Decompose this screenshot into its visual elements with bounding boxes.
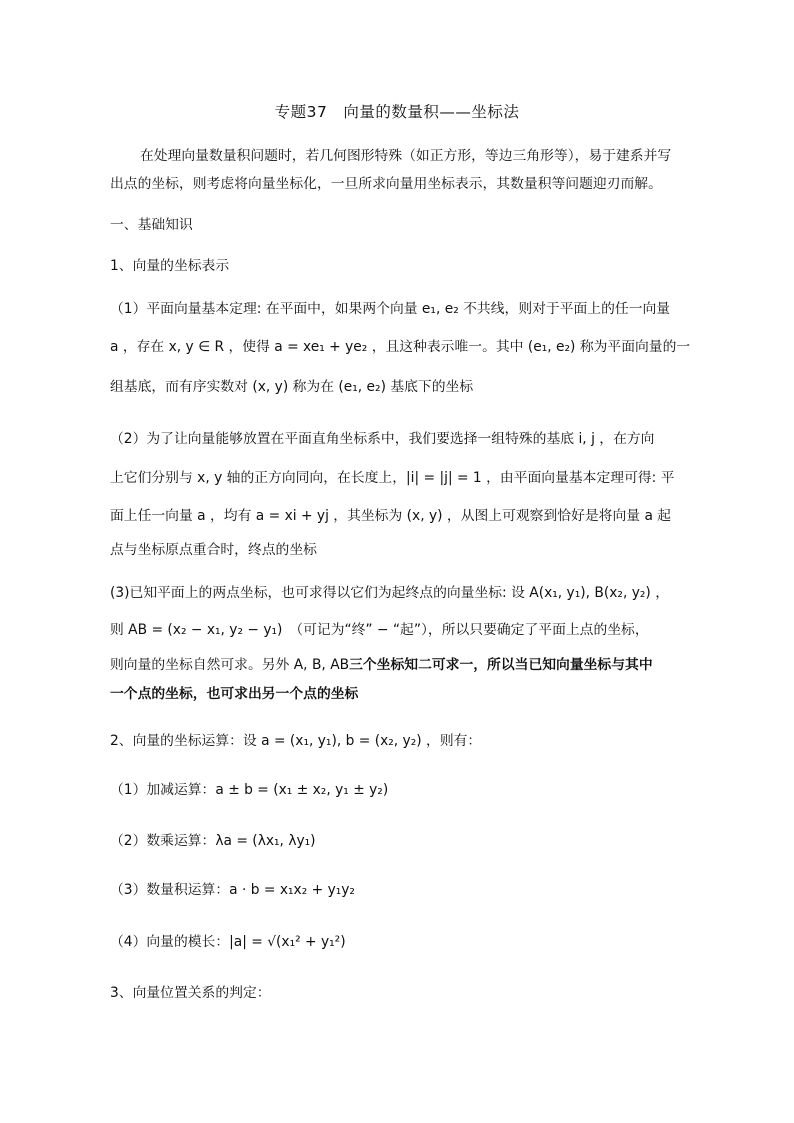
section-heading-basics: 一、基础知识 xyxy=(110,217,193,233)
paragraph-2-line-1: （2）为了让向量能够放置在平面直角坐标系中，我们要选择一组特殊的基底 i, j ，在方向 xyxy=(110,431,655,447)
operation-add-subtract: （1）加减运算：a ± b = (x₁ ± x₂, y₁ ± y₂) xyxy=(110,782,389,798)
subsection-heading-coordinates: 1、向量的坐标表示 xyxy=(110,258,230,274)
paragraph-1-line-1: （1）平面向量基本定理: 在平面中，如果两个向量 e₁, e₂ 不共线，则对于平面上的任一向量 xyxy=(110,301,671,317)
operation-dot-product: （3）数量积运算：a · b = x₁x₂ + y₁y₂ xyxy=(110,882,355,898)
paragraph-3-line-3-regular: 则向量的坐标自然可求。另外 A, B, AB xyxy=(110,657,350,673)
subsection-heading-position: 3、向量位置关系的判定： xyxy=(110,985,271,1001)
operation-scalar-multiply: （2）数乘运算：λa = (λx₁, λy₁) xyxy=(110,833,316,849)
paragraph-2-line-3: 面上任一向量 a ，均有 a = xi + yj ，其坐标为 (x, y) ，从图上可观察到恰好是将向量 a 起 xyxy=(110,508,672,524)
paragraph-2-line-2: 上它们分别与 x, y 轴的正方向同向，在长度上，|i| = |j| = 1 ，由平面向量基本定理可得: 平 xyxy=(110,470,675,486)
paragraph-3-line-1: (3)已知平面上的两点坐标，也可求得以它们为起终点的向量坐标: 设 A(x₁, y₁), B(x₂, y₂) ， xyxy=(110,585,669,601)
operation-magnitude: （4）向量的模长：|a| = √(x₁² + y₁²) xyxy=(110,934,346,950)
paragraph-3-line-2: 则 AB = (x₂ − x₁, y₂ − y₁) （可记为“终” − “起”），所以只要确定了平面上点的坐标， xyxy=(110,622,649,638)
paragraph-1-line-3: 组基底，而有序实数对 (x, y) 称为在 (e₁, e₂) 基底下的坐标 xyxy=(110,379,474,395)
paragraph-2-line-4: 点与坐标原点重合时，终点的坐标 xyxy=(110,542,317,558)
intro-line-1: 在处理向量数量积问题时，若几何图形特殊（如正方形，等边三角形等），易于建系并写 xyxy=(140,148,672,164)
document-title: 专题37 向量的数量积——坐标法 xyxy=(274,103,520,121)
paragraph-3-line-3 xyxy=(110,655,653,675)
intro-line-2: 出点的坐标，则考虑将向量坐标化，一旦所求向量用坐标表示，其数量积等问题迎刃而解。 xyxy=(110,176,662,192)
paragraph-3-line-4: 一个点的坐标，也可求出另一个点的坐标 xyxy=(110,686,359,702)
subsection-heading-operations: 2、向量的坐标运算：设 a = (x₁, y₁), b = (x₂, y₂) ，则有： xyxy=(110,733,482,749)
paragraph-3-line-3-bold: 三个坐标知二可求一，所以当已知向量坐标与其中 xyxy=(349,657,653,673)
paragraph-1-line-2: a ，存在 x, y ∈ R ，使得 a = xe₁ + ye₂ ，且这种表示唯一。其中 (e₁, e₂) 称为平面向量的一 xyxy=(110,339,691,355)
